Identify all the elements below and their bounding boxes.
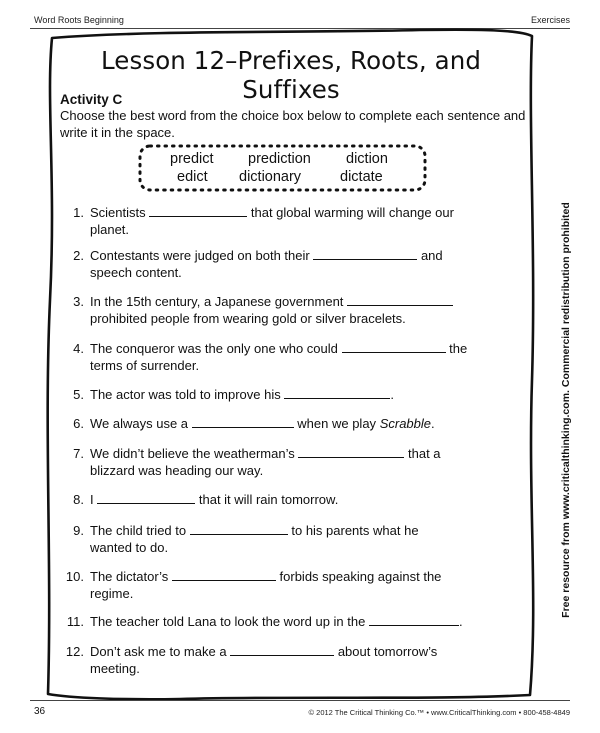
answer-blank[interactable] — [172, 568, 276, 581]
question-number: 3. — [73, 294, 84, 309]
question-number: 10. — [65, 569, 84, 584]
redistribution-notice: Free resource from www.criticalthinking.com. Commercial redistribution prohibited — [560, 202, 572, 618]
question-number: 8. — [73, 492, 84, 507]
question-number: 11. — [66, 614, 84, 629]
choice-word: dictionary — [239, 169, 302, 185]
footer-copyright: © 2012 The Critical Thinking Co.™ • www.CriticalThinking.com • 800-458-4849 — [308, 708, 570, 717]
answer-blank[interactable] — [97, 491, 195, 504]
activity-instructions: Choose the best word from the choice box below to complete each sentence and write it in the space. — [60, 108, 526, 140]
footer-divider — [30, 700, 570, 701]
page-title: Lesson 12–Prefixes, Roots, and Suffixes — [100, 46, 482, 104]
choice-word: edict — [177, 169, 208, 185]
question-number: 12. — [65, 644, 84, 659]
answer-blank[interactable] — [230, 643, 334, 656]
header-left: Word Roots Beginning — [34, 15, 124, 25]
question-number: 4. — [73, 341, 84, 356]
answer-blank[interactable] — [342, 340, 446, 353]
choice-word: predict — [170, 151, 214, 167]
question-number: 7. — [73, 446, 84, 461]
answer-blank[interactable] — [313, 247, 417, 260]
choice-word: dictate — [340, 169, 383, 185]
answer-blank[interactable] — [284, 386, 390, 399]
question-number: 2. — [73, 248, 84, 263]
question-number: 9. — [73, 523, 84, 538]
answer-blank[interactable] — [190, 522, 288, 535]
answer-blank[interactable] — [298, 445, 404, 458]
answer-blank[interactable] — [369, 613, 459, 626]
choice-word: prediction — [248, 151, 311, 167]
answer-blank[interactable] — [149, 204, 247, 217]
question-number: 1. — [73, 205, 84, 220]
choice-word: diction — [346, 151, 388, 167]
page-number: 36 — [34, 706, 46, 717]
question-number: 5. — [73, 387, 84, 402]
answer-blank[interactable] — [192, 415, 294, 428]
question-number: 6. — [73, 416, 84, 431]
header-right: Exercises — [530, 15, 570, 25]
activity-title: Activity C — [60, 92, 123, 107]
answer-blank[interactable] — [347, 293, 453, 306]
